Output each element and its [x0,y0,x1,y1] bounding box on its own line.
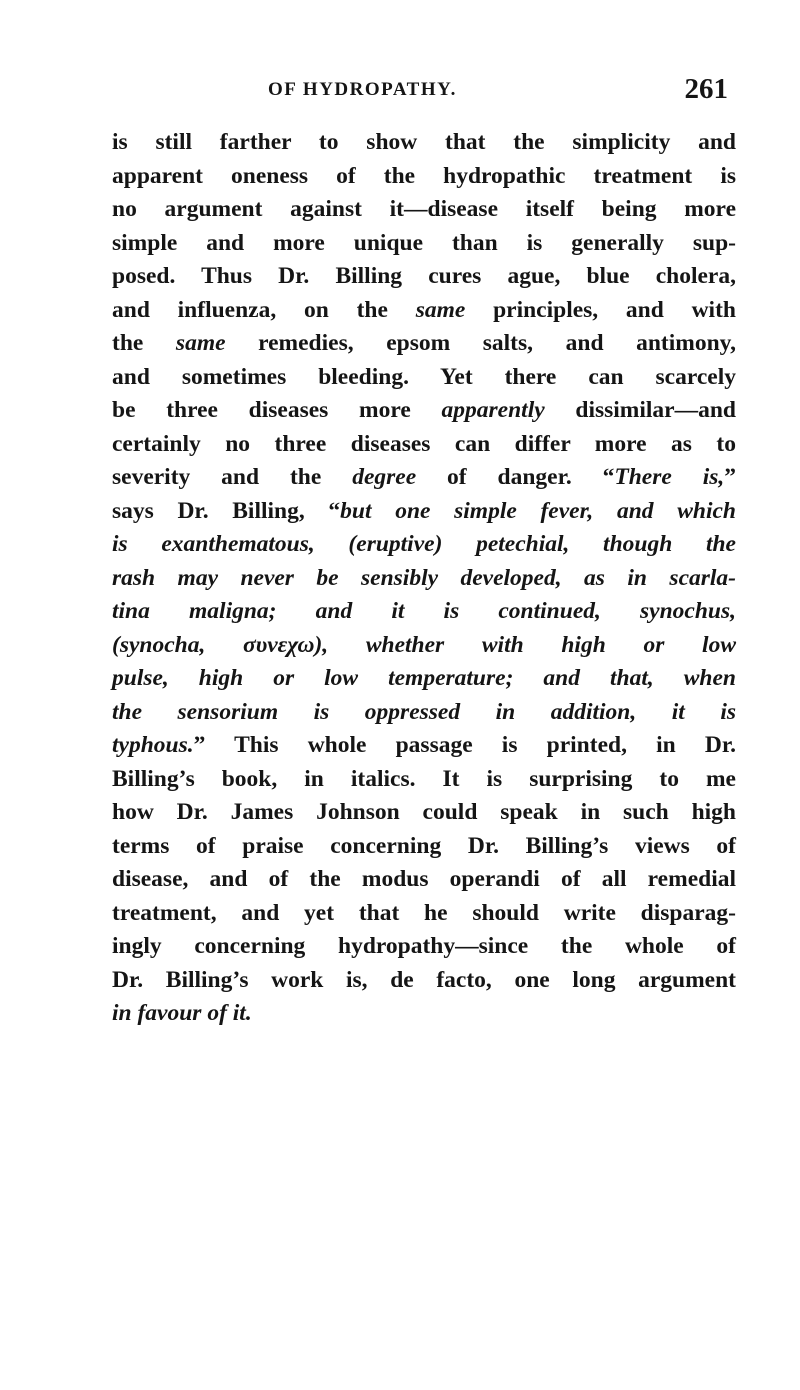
text-line [112,227,736,261]
italic-text-run: is exanthematous, (eruptive) petechial, though the [112,531,736,557]
text-line [112,696,736,730]
text-line [112,595,736,629]
text-line [112,964,736,998]
text-line [112,327,736,361]
text-line [112,763,736,797]
italic-text-run: typhous. [112,732,194,758]
text-run: apparent oneness of the hydropathic treatment is [112,162,736,189]
text-line [112,997,736,1031]
italic-text-run: but one simple fever, and which [340,497,736,524]
text-run: of danger. “ [416,464,615,490]
body-text [112,126,736,1031]
text-run: posed. Thus Dr. Billing cures ague, blue cholera, [112,263,736,289]
text-line [112,428,736,462]
text-line [112,662,736,696]
text-line [112,562,736,596]
page-number: 261 [684,73,728,105]
text-run: remedies, epsom salts, and antimony, [225,330,736,356]
text-run: no argument against it—disease itself being more [112,196,736,222]
italic-text-run: same [415,296,466,323]
text-line [112,361,736,395]
italic-text-run: the sensorium is oppressed in addition, it is [112,698,736,725]
text-run: certainly no three diseases can differ more as to [112,430,736,457]
text-run: dissimilar—and [544,397,737,423]
text-line [112,897,736,931]
text-run: ” [724,464,736,490]
italic-text-run: pulse, high or low temperature; and that, when [112,665,736,691]
text-run: terms of praise concerning Dr. Billing’s views of [112,832,736,859]
text-line [112,629,736,663]
italic-text-run: rash may never be sensibly developed, as in scarla- [112,564,736,591]
italic-text-run: same [175,330,226,356]
italic-text-run: apparently [441,397,545,423]
text-line [112,930,736,964]
text-line [112,461,736,495]
text-run: and influenza, on the [112,296,416,323]
text-run: severity and the [112,464,353,490]
text-run: simple and more unique than is generally sup- [112,229,736,256]
text-line [112,126,736,160]
text-line [112,260,736,294]
text-run: Dr. Billing’s work is, de facto, one long argument [112,966,736,993]
text-run: principles, and with [465,296,736,323]
text-line [112,528,736,562]
italic-text-run: tina maligna; and it is continued, synochus, [112,598,736,624]
text-run: is still farther to show that the simplicity and [112,129,736,155]
text-run: says Dr. Billing, “ [112,497,341,524]
text-line [112,193,736,227]
text-line [112,796,736,830]
text-run: how Dr. James Johnson could speak in such high [112,799,736,825]
text-run: treatment, and yet that he should write disparag- [112,899,736,926]
page-header [110,73,740,109]
text-line [112,863,736,897]
italic-text-run: (synocha, συνεχω), whether with high or low [112,631,736,658]
text-run: be three diseases more [112,397,442,423]
text-run: disease, and of the modus operandi of all remedial [112,866,736,892]
text-run: ” This whole passage is printed, in Dr. [193,732,736,758]
running-head: OF HYDROPATHY. [268,79,457,100]
text-line [112,394,736,428]
italic-text-run: degree [352,464,417,490]
italic-text-run: in favour of it. [112,1000,252,1026]
text-run: Billing’s book, in italics. It is surprising to me [112,765,736,792]
text-line [112,495,736,529]
text-line [112,830,736,864]
text-run: the [112,330,176,356]
text-line [112,729,736,763]
text-line [112,160,736,194]
text-line [112,294,736,328]
italic-text-run: There is, [614,464,725,490]
text-run: and sometimes bleeding. Yet there can scarcely [112,363,736,390]
text-run: ingly concerning hydropathy—since the whole of [112,933,736,959]
